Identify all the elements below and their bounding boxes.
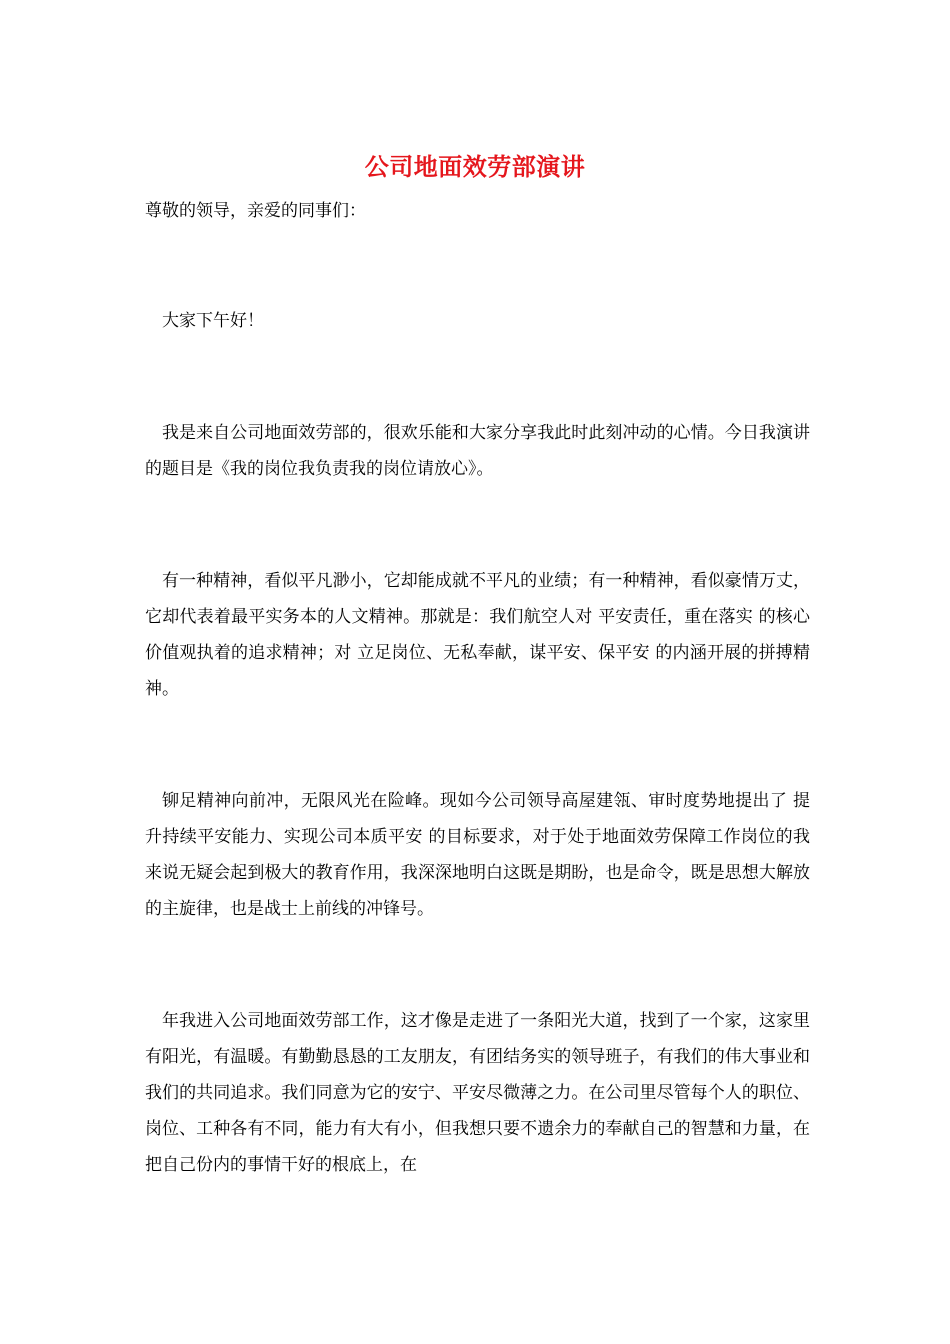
paragraph-joining: 年我进入公司地面效劳部工作，这才像是走进了一条阳光大道，找到了一个家，这家里有阳光，有温暖。有勤勤恳恳的工友朋友，有团结务实的领导班子，有我们的伟大事业和我们的共同追求。我们同意为它的安宁、平安尽微薄之力。在公司里尽管每个人的职位、岗位、工种各有不同，能力有大有小，但我想只要不遗余力的奉献自己的智慧和力量，在把自己份内的事情干好的根底上，在 xyxy=(145,1011,810,1175)
document-body xyxy=(145,197,810,1259)
paragraph-goal: 铆足精神向前冲，无限风光在险峰。现如今公司领导高屋建瓴、审时度势地提出了 提升持续平安能力、实现公司本质平安 的目标要求，对于处于地面效劳保障工作岗位的我来说无疑会起到极大的教育作用，我深深地明白这既是期盼，也是命令，既是思想大解放的主旋律，也是战士上前线的冲锋号。 xyxy=(145,791,810,919)
paragraph-introduction: 我是来自公司地面效劳部的，很欢乐能和大家分享我此时此刻冲动的心情。今日我演讲的题目是《我的岗位我负责我的岗位请放心》。 xyxy=(145,423,810,479)
paragraph-greeting: 大家下午好！ xyxy=(162,311,264,331)
document-title: 公司地面效劳部演讲 xyxy=(364,152,586,181)
salutation: 尊敬的领导，亲爱的同事们： xyxy=(145,201,366,221)
paragraph-spirit: 有一种精神，看似平凡渺小，它却能成就不平凡的业绩；有一种精神，看似豪情万丈，它却代表着最平实务本的人文精神。那就是：我们航空人对 平安责任，重在落实 的核心价值观执着的追求精神；对 立足岗位、无私奉献，谋平安、保平安 的内涵开展的拼搏精神。 xyxy=(145,571,810,699)
